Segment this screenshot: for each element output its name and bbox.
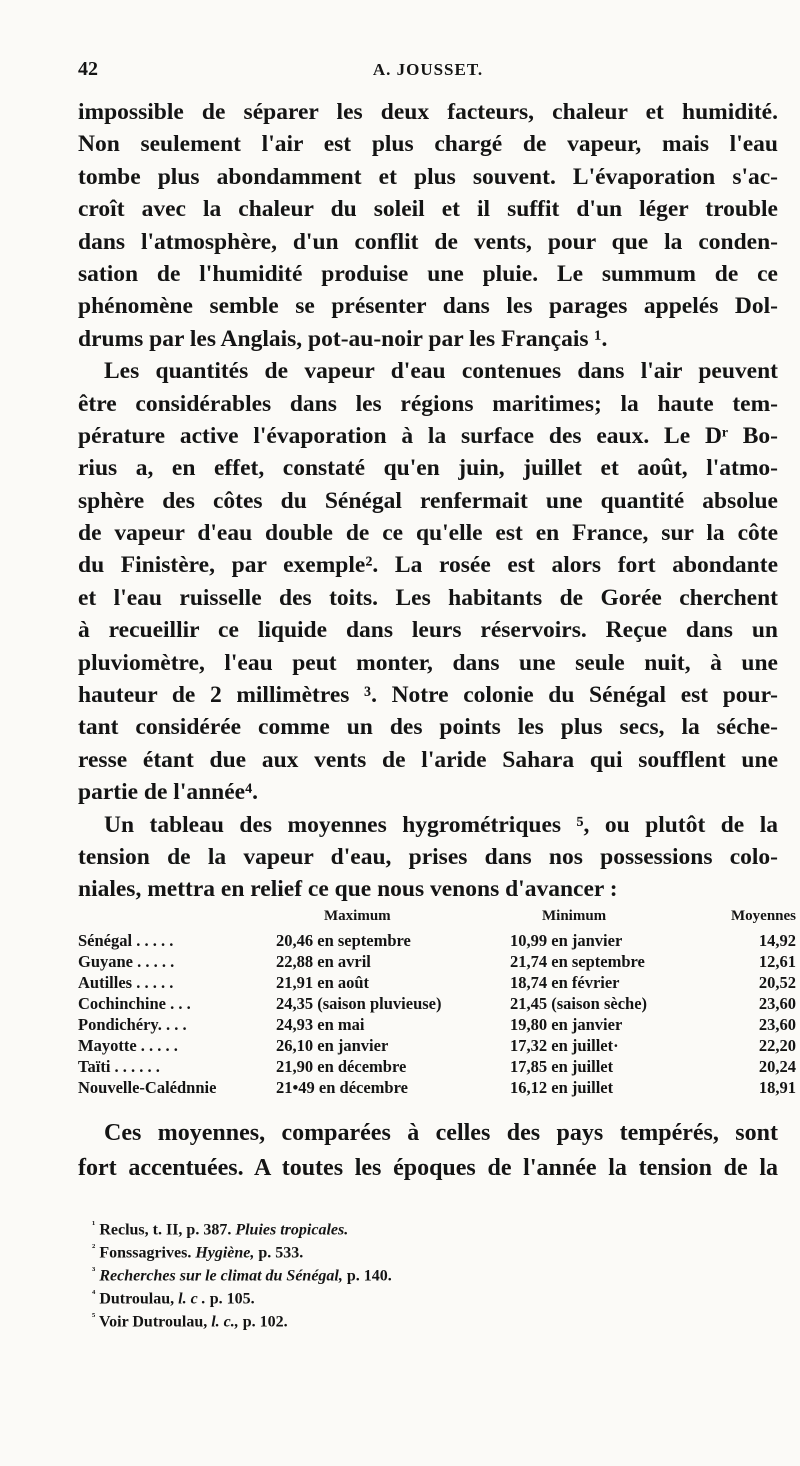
text-line: tant considérée comme un des points les plus secs, la séche- <box>78 714 778 741</box>
footnote-title: Recherches sur le climat du Sénégal, <box>99 1267 343 1285</box>
cell-min: 16,12 en juillet <box>510 1078 614 1097</box>
footnote-mark: ⁵ <box>92 1311 96 1323</box>
header-minimum: Minimum <box>542 908 607 924</box>
running-title: A. JOUSSET. <box>372 60 484 79</box>
footnote <box>92 1237 692 1260</box>
text-line: croît avec la chaleur du soleil et il suffit d'un léger trouble <box>78 196 778 223</box>
footnote-text: Reclus, t. II, p. 387. <box>99 1221 232 1239</box>
text-line: de vapeur d'eau double de ce qu'elle est en France, sur la côte <box>78 520 778 547</box>
text-line: hauteur de 2 millimètres ³. Notre colonie du Sénégal est pour- <box>78 682 778 709</box>
text-line: Ces moyennes, comparées à celles des pays tempérés, sont <box>104 1120 778 1146</box>
cell-avg: 12,61 <box>758 952 796 971</box>
cell-avg: 23,60 <box>758 994 796 1013</box>
table-row <box>78 951 796 972</box>
text-line: du Finistère, par exemple². La rosée est alors fort abondante <box>78 552 778 579</box>
cell-place: Autilles . . . . . <box>78 973 174 992</box>
cell-avg: 18,91 <box>758 1078 796 1097</box>
footnote <box>92 1214 692 1237</box>
text-line: pluviomètre, l'eau peut monter, dans une seule nuit, à une <box>78 649 778 676</box>
cell-min: 21,74 en septembre <box>510 952 645 971</box>
text-line: tombe plus abondamment et plus souvent. L'évaporation s'ac- <box>78 163 778 190</box>
cell-avg: 20,52 <box>758 973 796 992</box>
table-row <box>78 1077 796 1098</box>
cell-place: Taïti . . . . . . <box>78 1057 160 1076</box>
cell-max: 24,35 (saison pluvieuse) <box>276 994 442 1013</box>
cell-avg: 23,60 <box>758 1015 796 1034</box>
footnote-mark: ¹ <box>92 1219 96 1231</box>
cell-max: 21,91 en août <box>276 973 370 992</box>
cell-min: 17,32 en juillet· <box>510 1036 619 1055</box>
text-line: dans l'atmosphère, d'un conflit de vents, pour que la conden- <box>78 228 778 255</box>
body-text <box>78 96 778 906</box>
text-line: Les quantités de vapeur d'eau contenues dans l'air peuvent <box>104 358 778 385</box>
text-line: Non seulement l'air est plus chargé de vapeur, mais l'eau <box>78 131 778 158</box>
table-row <box>78 1035 796 1056</box>
text-line: rius a, en effet, constaté qu'en juin, juillet et août, l'atmo- <box>78 455 778 482</box>
footnote-text: Voir Dutroulau, <box>99 1313 208 1331</box>
text-line: à recueillir ce liquide dans leurs réservoirs. Reçue dans un <box>78 617 778 644</box>
footnote-tail: p. 105. <box>209 1290 255 1308</box>
hygrometric-table <box>78 906 796 1098</box>
table-row <box>78 993 796 1014</box>
cell-place: Sénégal . . . . . <box>78 931 174 950</box>
cell-place: Pondichéry. . . . <box>78 1015 187 1034</box>
cell-place: Cochinchine . . . <box>78 994 191 1013</box>
table-row <box>78 1056 796 1077</box>
footnote <box>92 1283 692 1306</box>
table-row <box>78 930 796 951</box>
footnote-tail: p. 140. <box>346 1267 392 1285</box>
text-line: impossible de séparer les deux facteurs, chaleur et humidité. <box>78 99 778 125</box>
footnote-title: Pluies tropicales. <box>235 1221 349 1239</box>
text-line: tension de la vapeur d'eau, prises dans nos possessions colo- <box>78 843 778 870</box>
cell-avg: 20,24 <box>758 1057 796 1076</box>
table-header <box>78 906 796 930</box>
text-line: phénomène semble se présenter dans les parages appelés Dol- <box>78 293 778 320</box>
text-line: drums par les Anglais, pot-au-noir par les Français ¹. <box>78 325 608 352</box>
running-head <box>78 58 778 86</box>
cell-place: Nouvelle-Calédnnie <box>78 1078 217 1097</box>
footnote <box>92 1260 692 1283</box>
cell-min: 10,99 en janvier <box>510 931 623 950</box>
text-line: partie de l'année⁴. <box>78 779 259 806</box>
footnote-tail: p. 102. <box>242 1313 288 1331</box>
cell-max: 21,90 en décembre <box>276 1057 407 1076</box>
cell-min: 18,74 en février <box>510 973 620 992</box>
table-row <box>78 1014 796 1035</box>
text-line: niales, mettra en relief ce que nous venons d'avancer : <box>78 876 618 903</box>
cell-max: 20,46 en septembre <box>276 931 411 950</box>
cell-min: 19,80 en janvier <box>510 1015 623 1034</box>
text-line: fort accentuées. A toutes les époques de l'année la tension de la <box>78 1155 778 1181</box>
footnote-title: Hygiène, <box>195 1244 255 1262</box>
cell-max: 24,93 en mai <box>276 1015 365 1034</box>
header-moyennes: Moyennes <box>731 908 796 924</box>
text-line: sphère des côtes du Sénégal renfermait une quantité absolue <box>78 487 778 514</box>
cell-min: 17,85 en juillet <box>510 1057 614 1076</box>
text-line: sation de l'humidité produise une pluie. Le summum de ce <box>78 260 778 287</box>
footnote-mark: ³ <box>92 1265 96 1277</box>
footnote-title: l. c., <box>211 1313 239 1331</box>
cell-min: 21,45 (saison sèche) <box>510 994 648 1013</box>
footnote-text: Dutroulau, <box>99 1290 175 1308</box>
footnote-mark: ⁴ <box>92 1288 96 1300</box>
text-line: resse étant due aux vents de l'aride Sahara qui soufflent une <box>78 746 778 773</box>
footnotes <box>92 1214 692 1329</box>
footnote <box>92 1306 692 1329</box>
header-maximum: Maximum <box>324 908 391 924</box>
cell-max: 21•49 en décembre <box>276 1078 408 1097</box>
cell-place: Guyane . . . . . <box>78 952 175 971</box>
cell-max: 22,88 en avril <box>276 952 371 971</box>
page-number: 42 <box>78 58 98 80</box>
cell-max: 26,10 en janvier <box>276 1036 389 1055</box>
footnote-tail: p. 533. <box>258 1244 304 1262</box>
cell-place: Mayotte . . . . . <box>78 1036 178 1055</box>
body-text-continued <box>78 1116 778 1186</box>
table-row <box>78 972 796 993</box>
footnote-text: Fonssagrives. <box>99 1244 192 1262</box>
cell-avg: 22,20 <box>758 1036 796 1055</box>
text-line: pérature active l'évaporation à la surface des eaux. Le Dʳ Bo- <box>78 422 778 449</box>
text-line: être considérables dans les régions maritimes; la haute tem- <box>78 390 778 417</box>
text-line: et l'eau ruisselle des toits. Les habitants de Gorée cherchent <box>78 584 778 611</box>
footnote-title: l. c . <box>178 1290 206 1308</box>
footnote-mark: ² <box>92 1242 96 1254</box>
text-line: Un tableau des moyennes hygrométriques ⁵, ou plutôt de la <box>104 811 778 838</box>
cell-avg: 14,92 <box>758 931 796 950</box>
